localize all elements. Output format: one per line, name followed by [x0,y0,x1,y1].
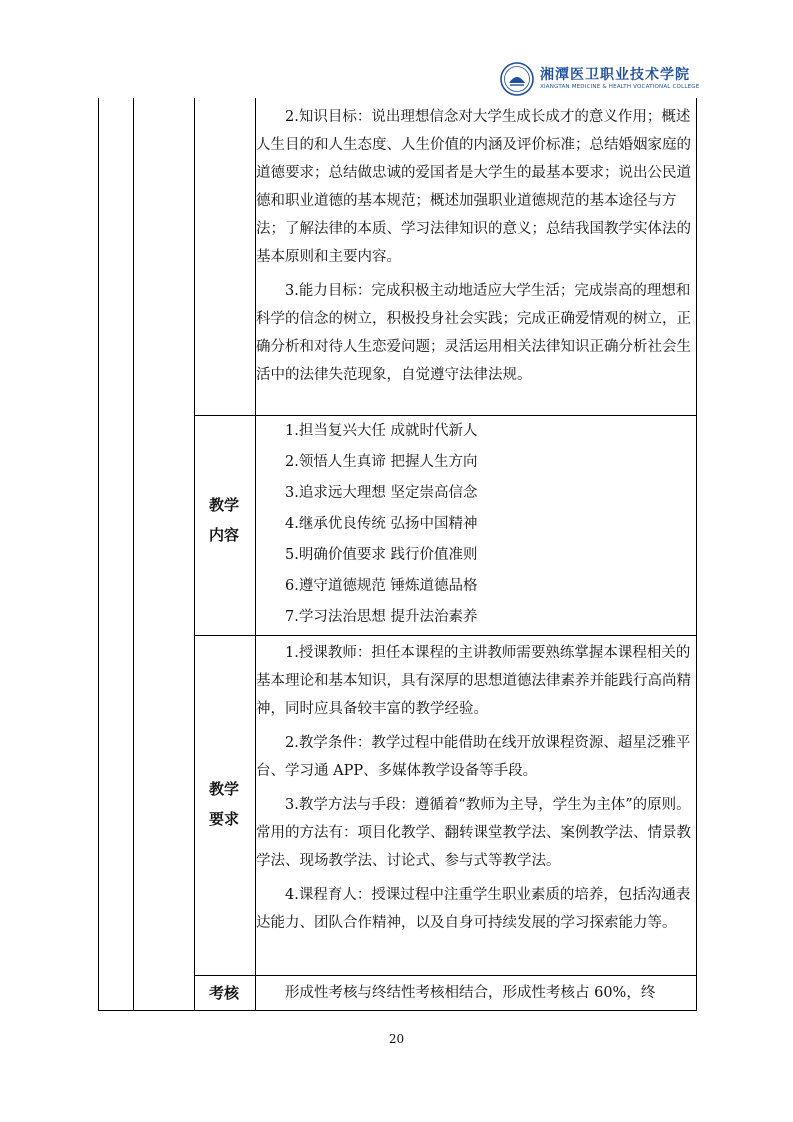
row-divider [194,975,697,976]
requirement-paragraph: 3.教学方法与手段：遵循着“教师为主导，学生为主体”的原则。常用的方法有：项目化教学、翻转课堂教学法、案例教学法、情景教学法、现场教学法、讨论式、参与式等教学法。 [256,797,691,869]
logo-english-name: XIANGTAN MEDICINE & HEALTH VOCATIONAL COLLEGE [540,84,700,90]
table-column-divider [133,98,134,1011]
table-border-left [98,98,99,1011]
content-item: 6.遵守道德规范 锤炼道德品格 [285,578,478,594]
logo-chinese-name: 湘潭医卫职业技术学院 [540,67,690,83]
content-item: 4.继承优良传统 弘扬中国精神 [285,516,478,532]
content-item: 5.明确价值要求 践行价值准则 [285,547,478,563]
assessment-label: 考核 [208,984,239,1002]
requirement-paragraph: 2.教学条件：教学过程中能借助在线开放课程资源、超星泛雅平台、学习通 APP、多媒体教学设备等手段。 [256,735,691,779]
row-divider [194,635,697,636]
label-line: 教学 [208,780,239,798]
requirement-paragraph: 4.课程育人：授课过程中注重学生职业素质的培养，包括沟通表达能力、团队合作精神，以及自身可持续发展的学习探索能力等。 [256,887,691,931]
table-border-right [696,98,697,1011]
label-line: 要求 [208,810,239,828]
ability-objective: 3.能力目标：完成积极主动地适应大学生活；完成崇高的理想和科学的信念的树立，积极投身社会实践；完成正确爱情观的树立，正确分析和对待人生恋爱问题；灵活运用相关法律知识正确分析社会生活中的法律失范现象，自觉遵守法律法规。 [256,283,691,383]
teaching-content-list [256,416,693,633]
teaching-requirements-label [194,774,254,834]
label-line: 教学 [208,496,239,514]
content-item: 3.追求远大理想 坚定崇高信念 [285,485,478,501]
assessment-cell [256,979,693,1007]
requirement-paragraph: 1.授课教师：担任本课程的主讲教师需要熟练掌握本课程相关的基本理论和基本知识，具有深厚的思想道德法律素养并能践行高尚精神，同时应具备较丰富的教学经验。 [256,645,691,717]
knowledge-objective: 2.知识目标：说出理想信念对大学生成长成才的意义作用；概述人生目的和人生态度、人生价值的内涵及评价标准；总结婚姻家庭的道德要求；总结做忠诚的爱国者是大学生的最基本要求；说出公民道德和职业道德的基本规范；概述加强职业道德规范的基本途径与方法；了解法律的本质、学习法律知识的意义；总结我国教学实体法的基本原则和主要内容。 [256,109,691,265]
course-info-table [98,98,697,1011]
table-column-divider [194,98,195,1011]
content-item: 2.领悟人生真谛 把握人生方向 [285,454,478,470]
table-border-bottom [98,1010,697,1011]
content-item: 1.担当复兴大任 成就时代新人 [285,423,478,439]
teaching-requirements-cell [256,639,693,937]
college-emblem-icon [500,62,534,96]
assessment-text: 形成性考核与终结性考核相结合，形成性考核占 60%，终 [285,985,656,1001]
college-logo [500,62,700,98]
label-line: 内容 [208,526,239,544]
content-item: 7.学习法治思想 提升法治素养 [285,609,478,625]
objectives-cell [256,103,693,389]
page-number: 20 [388,1032,405,1046]
teaching-content-label [194,490,254,550]
